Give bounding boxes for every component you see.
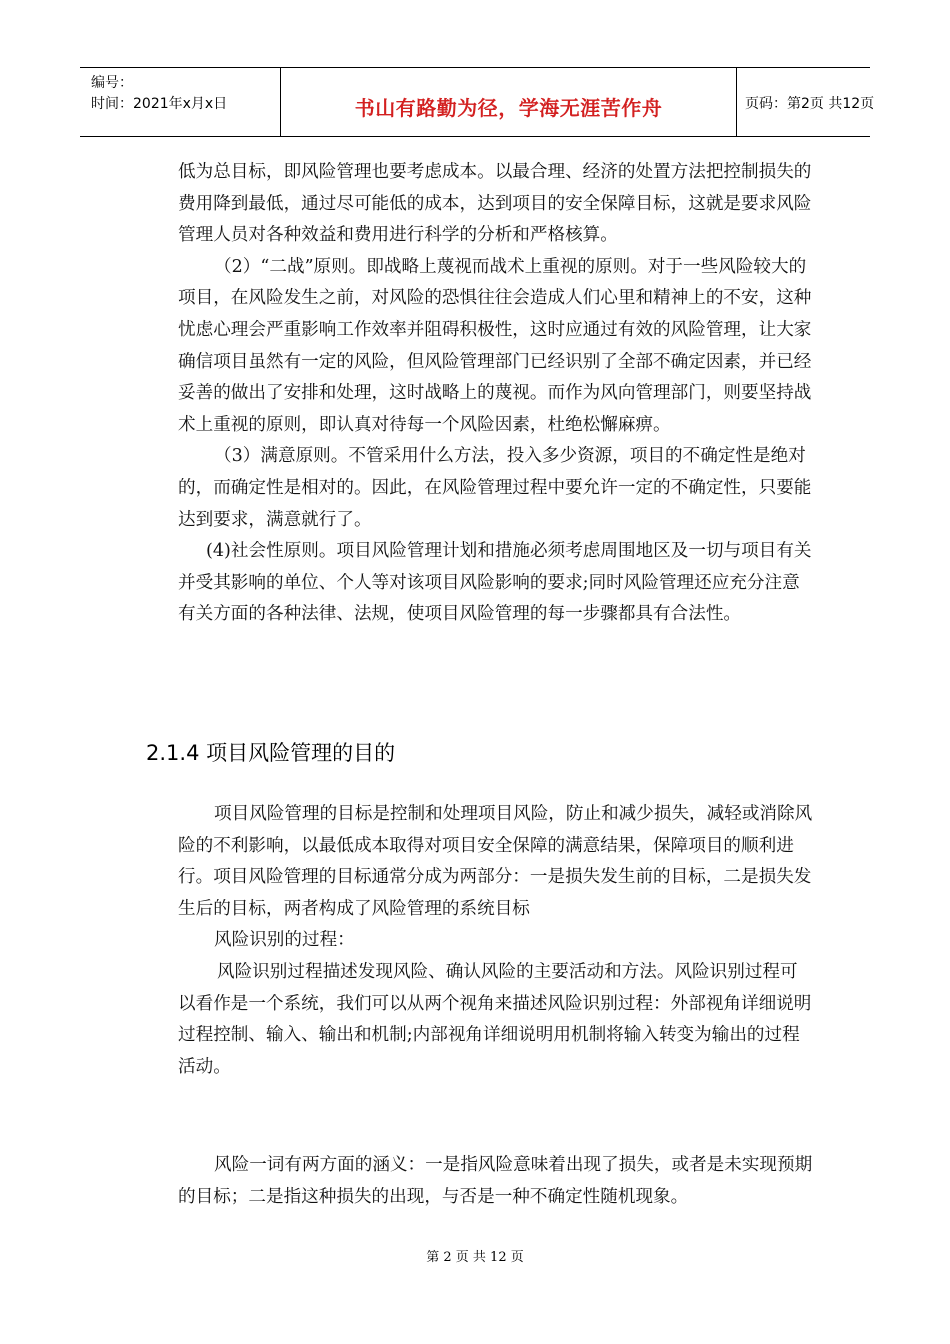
date-label: 时间：2021年x月x日 <box>91 96 228 112</box>
paragraph-risk-goals: 项目风险管理的目标是控制和处理项目风险，防止和减少损失，减轻或消除风险的不利影响，以最低成本取得对项目安全保障的满意结果，保障项目的顺利进行。项目风险管理的目标通常分成为两部分：一是损失发生前的目标，二是损失发生后的目标，两者构成了风险管理的系统目标 <box>178 804 813 919</box>
header-motto-cell <box>281 68 737 136</box>
section-heading: 2.1.4 项目风险管理的目的 <box>146 741 396 765</box>
paragraph-risk-meaning: 风险一词有两方面的涵义：一是指风险意味着出现了损失，或者是未实现预期的目标；二是指这种损失的出现，与否是一种不确定性随机现象。 <box>178 1155 813 1207</box>
page-footer: 第 2 页 共 12 页 <box>426 1250 524 1265</box>
header-page-cell <box>737 68 875 136</box>
paragraph-social-principle: (4)社会性原则。项目风险管理计划和措施必须考虑周围地区及一切与项目有关并受其影响的单位、个人等对该项目风险影响的要求;同时风险管理还应充分注意有关方面的各种法律、法规，使项目风险管理的每一步骤都具有合法性。 <box>178 541 812 625</box>
page-info-label: 页码：第2页 共12页 <box>745 96 875 112</box>
motto-text: 书山有路勤为径，学海无涯苦作舟 <box>354 96 663 120</box>
body-text-bottom <box>178 1150 813 1213</box>
paragraph-identification-title: 风险识别的过程： <box>214 930 355 951</box>
paragraph-identification-process: 风险识别过程描述发现风险、确认风险的主要活动和方法。风险识别过程可以看作是一个系统，我们可以从两个视角来描述风险识别过程：外部视角详细说明过程控制、输入、输出和机制;内部视角详细说明用机制将输入转变为输出的过程活动。 <box>178 961 812 1077</box>
paragraph-war-principle: （2）“二战”原则。即战略上蔑视而战术上重视的原则。对于一些风险较大的项目，在风险发生之前，对风险的恐惧往往会造成人们心里和精神上的不安，这种忧虑心理会严重影响工作效率并阻碍积极性，这时应通过有效的风险管理，让大家确信项目虽然有一定的风险，但风险管理部门已经识别了全部不确定因素，并已经妥善的做出了安排和处理，这时战略上的蔑视。而作为风向管理部门，则要坚持战术上重视的原则，即认真对待每一个风险因素，杜绝松懈麻痹。 <box>178 256 812 435</box>
page-header <box>80 67 875 137</box>
header-meta-cell <box>80 68 281 136</box>
paragraph-satisfaction-principle: （3）满意原则。不管采用什么方法，投入多少资源，项目的不确定性是绝对的，而确定性是相对的。因此，在风险管理过程中要允许一定的不确定性，只要能达到要求，满意就行了。 <box>178 446 812 530</box>
body-text-middle <box>178 799 813 1083</box>
paragraph-cost-principle: 低为总目标，即风险管理也要考虑成本。以最合理、经济的处置方法把控制损失的费用降到最低，通过尽可能低的成本，达到项目的安全保障目标，这就是要求风险管理人员对各种效益和费用进行科学的分析和严格核算。 <box>178 162 812 246</box>
body-text-top <box>178 157 813 631</box>
serial-number-label: 编号： <box>91 75 133 91</box>
